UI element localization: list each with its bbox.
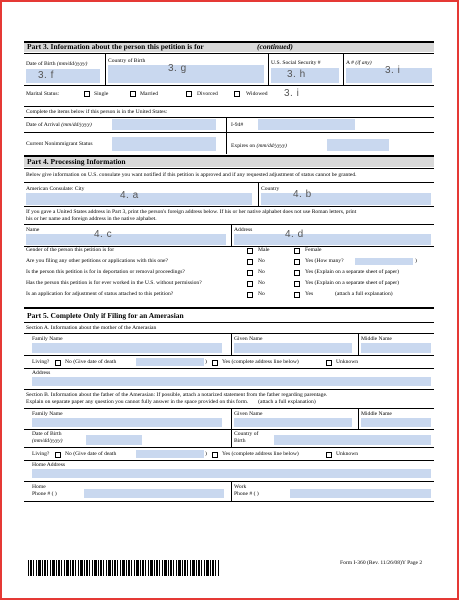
mother-death-date-field[interactable] [136,358,204,366]
q1-close-paren: ) [415,258,417,264]
father-dob-label: Date of Birth [32,431,62,437]
overlay-3f: 3. f [38,70,54,81]
section-b-note: Explain on separate paper any question you cannot fully answer in the space provided on this form. (attach a full explanation) [26,399,316,405]
q1-no-label: No [258,258,265,264]
part3-title: Part 3. Information about the person this petition is for [27,42,204,51]
mother-given-name-field[interactable] [234,343,352,353]
gender-label: Gender of the person this petition is for [26,247,115,253]
overlay-3g: 3. g [168,63,187,74]
q2-yes-checkbox[interactable] [294,270,300,276]
q2-no-checkbox[interactable] [247,270,253,276]
foreign-name-label: Name [26,227,40,233]
father-given-name-label: Given Name [234,411,263,417]
mother-middle-name-field[interactable] [361,343,431,353]
male-label: Male [258,247,270,253]
divorced-label: Divorced [197,91,218,97]
q1-no-checkbox[interactable] [247,259,253,265]
father-given-name-field[interactable] [234,418,352,427]
father-cob-field[interactable] [274,435,431,445]
q3-yes-checkbox[interactable] [294,281,300,287]
expires-label: Expires on (mm/dd/yyyy) [231,143,287,149]
consulate-country-field[interactable] [261,193,431,205]
marital-status-label: Marital Status: [26,91,60,97]
arrival-label: Date of Arrival (mm/dd/yyyy) [26,122,92,128]
father-death-date-field[interactable] [136,450,204,458]
overlay-4d: 4. d [285,229,304,240]
foreign-address-field[interactable] [234,234,431,245]
father-unknown-label: Unknown [336,451,359,457]
ssn-label: U.S. Social Security # [271,60,321,66]
question-deportation: Is the person this petition is for in deportation or removal proceedings? [26,269,185,275]
mother-living-no-checkbox[interactable] [55,360,61,366]
q4-yes-note: (attach a full explanation) [335,291,393,297]
father-family-name-field[interactable] [32,418,222,427]
q1-yes-checkbox[interactable] [294,259,300,265]
country-label: Country [261,186,280,192]
mother-given-name-label: Given Name [234,336,263,342]
q3-yes-label: Yes (Explain on a separate sheet of paper) [305,280,400,286]
form-number: Form I-360 (Rev. 11/26/08)Y Page 2 [340,560,423,566]
mother-living-yes-checkbox[interactable] [212,360,218,366]
q4-yes-label: Yes [305,291,314,297]
mother-family-name-field[interactable] [32,343,222,353]
question-adjustment-attached: Is an application for adjustment of status attached to this petition? [26,291,174,297]
mother-no-death-label: No (Give date of death [65,359,117,365]
father-dob-field[interactable] [86,435,142,445]
anum-label: A # (if any) [346,60,372,66]
question-other-petitions: Are you filing any other petitions or applications with this one? [26,258,168,264]
foreign-name-field[interactable] [26,234,226,245]
overlay-3i-marital: 3. i [284,88,300,99]
widowed-checkbox[interactable] [234,91,240,97]
us-intro-text: Complete the items below if this person is in the United States: [26,109,168,115]
mother-address-field[interactable] [32,377,431,386]
home-phone-label-1: Home [32,484,46,490]
dob-label: Date of Birth (mm/dd/yyyy) [26,61,88,67]
home-phone-label-2: Phone # ( ) [32,491,57,497]
widowed-label: Widowed [246,91,268,97]
father-middle-name-label: Middle Name [361,411,392,417]
part3-continued: (continued) [257,42,293,51]
q3-no-checkbox[interactable] [247,281,253,287]
overlay-3h: 3. h [287,69,306,80]
father-paren: ) [205,451,207,457]
section-b-title: Section B. Information about the father of the Amerasian: If possible, attach a notarized statement from the father regarding parentage. [26,392,328,398]
single-label: Single [94,91,109,97]
i94-label: I-94# [231,122,244,128]
father-home-address-label: Home Address [32,462,66,468]
mother-living-label: Living? [32,359,50,365]
q4-no-label: No [258,291,265,297]
mother-unknown-label: Unknown [336,359,359,365]
q4-yes-checkbox[interactable] [294,292,300,298]
mother-yes-label: Yes (complete address line below) [222,359,299,365]
q2-no-label: No [258,269,265,275]
q2-yes-label: Yes (Explain on a separate sheet of paper) [305,269,400,275]
status-label: Current Nonimmigrant Status [26,141,93,147]
home-phone-field[interactable] [84,489,224,498]
part4-title: Part 4. Processing Information [27,157,126,166]
question-worked-without-permission: Has the person this petition is for ever worked in the U.S. without permission? [26,280,202,286]
male-checkbox[interactable] [247,248,253,254]
overlay-4c: 4. c [94,229,113,240]
single-checkbox[interactable] [84,91,90,97]
female-label: Female [305,247,322,253]
foreign-address-text-2: his or her name and foreign address in the native alphabet. [26,216,157,222]
mother-unknown-checkbox[interactable] [326,360,332,366]
mother-middle-name-label: Middle Name [361,336,392,342]
part5-title: Part 5. Complete Only if Filing for an Amerasian [27,311,184,320]
work-phone-field[interactable] [290,489,431,498]
work-phone-label-2: Phone # ( ) [234,491,259,497]
mother-family-name-label: Family Name [32,336,63,342]
overlay-4a: 4. a [120,190,139,201]
father-middle-name-field[interactable] [361,418,431,427]
status-field[interactable] [112,137,216,151]
how-many-field[interactable] [355,258,413,265]
father-home-address-field[interactable] [32,469,431,478]
father-no-death-label: No (Give date of death [65,451,117,457]
father-living-label: Living? [32,451,50,457]
father-unknown-checkbox[interactable] [326,452,332,458]
father-living-no-checkbox[interactable] [55,452,61,458]
overlay-3i-anum: 3. i [385,65,401,76]
father-living-yes-checkbox[interactable] [212,452,218,458]
father-family-name-label: Family Name [32,411,63,417]
overlay-4b: 4. b [293,189,312,200]
consulate-label: American Consulate: City [26,186,85,192]
father-cob-label-2: Birth [234,438,246,444]
divorced-checkbox[interactable] [186,91,192,97]
consulate-city-field[interactable] [26,193,252,205]
part4-intro: Below give information on U.S. consulate you want notified if this petition is approved and if any requested adjustment of status cannot be granted. [26,172,357,178]
arrival-field[interactable] [112,119,216,130]
expires-field[interactable] [327,139,389,151]
section-a-title: Section A. Information about the mother of the Amerasian [26,325,157,331]
q3-no-label: No [258,280,265,286]
father-yes-label: Yes (complete address line below) [222,451,299,457]
father-cob-label-1: Country of [234,431,259,437]
i94-field[interactable] [258,119,355,130]
mother-paren: ) [205,359,207,365]
mother-address-label: Address [32,370,51,376]
married-label: Married [140,91,159,97]
q4-no-checkbox[interactable] [247,292,253,298]
foreign-address-label: Address [234,227,253,233]
barcode [28,560,220,576]
q1-yes-label: Yes (How many? [305,258,344,264]
father-dob-format: (mm/dd/yyyy) [32,438,63,444]
foreign-address-text-1: If you gave a United States address in Part 3, print the person's foreign address below. If his or her native alphabet does not use Roman letters, print [26,209,357,215]
female-checkbox[interactable] [294,248,300,254]
work-phone-label-1: Work [234,484,247,490]
country-of-birth-label: Country of Birth [108,58,146,64]
married-checkbox[interactable] [130,91,136,97]
